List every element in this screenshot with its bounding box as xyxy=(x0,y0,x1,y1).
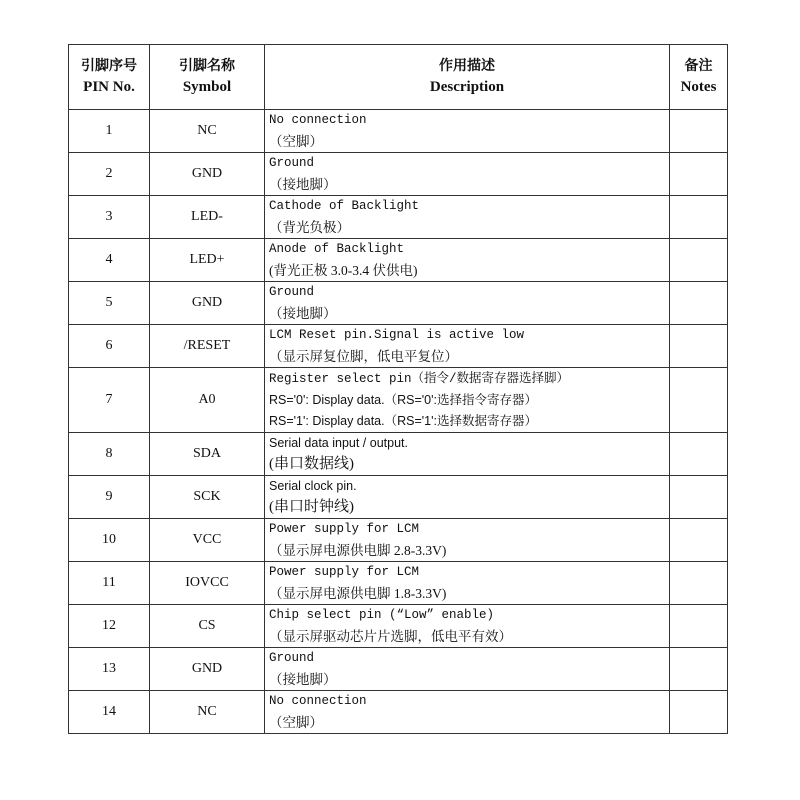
pin-symbol-cell: NC xyxy=(150,691,265,734)
table-row xyxy=(69,605,728,648)
description-line: No connection xyxy=(269,113,367,127)
table-row xyxy=(69,648,728,691)
description-line: RS='1': Display data.（RS='1':选择数据寄存器） xyxy=(269,413,537,428)
pin-symbol-cell: CS xyxy=(150,605,265,648)
table-row xyxy=(69,153,728,196)
pin-description-cell xyxy=(265,691,670,734)
description-line: Power supply for LCM xyxy=(269,522,420,536)
pin-description-cell xyxy=(265,325,670,368)
pin-description-cell xyxy=(265,562,670,605)
description-line: Serial clock pin. xyxy=(269,479,357,493)
pin-symbol-cell: /RESET xyxy=(150,325,265,368)
description-line: Cathode of Backlight xyxy=(269,199,420,213)
notes-cell xyxy=(670,519,728,562)
notes-header-cn: 备注 xyxy=(684,59,713,74)
description-line: No connection xyxy=(269,694,367,708)
symbol-header xyxy=(150,45,265,110)
table-row xyxy=(69,691,728,734)
pin-symbol-cell: LED+ xyxy=(150,239,265,282)
description-line: （空脚） xyxy=(269,715,323,730)
pin-symbol-cell: A0 xyxy=(150,368,265,433)
notes-cell xyxy=(670,110,728,153)
description-line: (串口数据线) xyxy=(269,456,354,472)
pin-number-header-en: PIN No. xyxy=(83,79,135,95)
pin-number-header-cn: 引脚序号 xyxy=(81,59,137,74)
description-line: RS='0': Display data.（RS='0':选择指令寄存器） xyxy=(269,392,537,407)
description-line: Ground xyxy=(269,285,315,299)
pin-number-cell: 4 xyxy=(69,239,150,282)
table-row xyxy=(69,519,728,562)
table-row xyxy=(69,196,728,239)
pin-description-cell xyxy=(265,605,670,648)
description-line: Register select pin（指令/数据寄存器选择脚） xyxy=(269,371,570,386)
pin-description-cell xyxy=(265,433,670,476)
pin-number-cell: 3 xyxy=(69,196,150,239)
description-line: （显示屏复位脚，低电平复位） xyxy=(269,349,458,364)
description-header-en: Description xyxy=(429,79,505,95)
table-row xyxy=(69,562,728,605)
pin-symbol-cell: GND xyxy=(150,282,265,325)
pin-number-cell: 10 xyxy=(69,519,150,562)
notes-cell xyxy=(670,325,728,368)
description-line: (串口时钟线) xyxy=(269,499,354,515)
table-row xyxy=(69,368,728,433)
description-line: （接地脚） xyxy=(269,672,337,687)
table-row xyxy=(69,239,728,282)
pin-number-cell: 11 xyxy=(69,562,150,605)
pin-description-cell xyxy=(265,519,670,562)
pin-symbol-cell: GND xyxy=(150,153,265,196)
description-line: （接地脚） xyxy=(269,306,337,321)
description-line: （显示屏驱动芯片片选脚，低电平有效） xyxy=(269,629,512,644)
pin-number-cell: 14 xyxy=(69,691,150,734)
symbol-header-en: Symbol xyxy=(182,79,232,95)
pin-definition-table xyxy=(68,44,728,734)
pin-number-cell: 6 xyxy=(69,325,150,368)
pin-symbol-cell: SCK xyxy=(150,476,265,519)
description-line: (背光正极 3.0-3.4 伏供电) xyxy=(269,263,418,278)
description-line: Anode of Backlight xyxy=(269,242,405,256)
description-line: Chip select pin (“Low” enable) xyxy=(269,608,495,622)
table-row xyxy=(69,282,728,325)
description-line: （显示屏电源供电脚 1.8-3.3V) xyxy=(269,586,447,601)
table-body xyxy=(69,110,728,734)
table-row xyxy=(69,476,728,519)
notes-cell xyxy=(670,153,728,196)
notes-cell xyxy=(670,196,728,239)
pin-symbol-cell: GND xyxy=(150,648,265,691)
pin-symbol-cell: IOVCC xyxy=(150,562,265,605)
pin-number-cell: 12 xyxy=(69,605,150,648)
description-line: （显示屏电源供电脚 2.8-3.3V) xyxy=(269,543,447,558)
pin-number-cell: 5 xyxy=(69,282,150,325)
table-header-row xyxy=(69,45,728,110)
pin-symbol-cell: SDA xyxy=(150,433,265,476)
pin-symbol-cell: NC xyxy=(150,110,265,153)
description-line: （空脚） xyxy=(269,134,323,149)
pin-description-cell xyxy=(265,476,670,519)
pin-number-header xyxy=(69,45,150,110)
description-line: Ground xyxy=(269,651,315,665)
description-line: Serial data input / output. xyxy=(269,436,408,450)
pin-symbol-cell: LED- xyxy=(150,196,265,239)
pin-description-cell xyxy=(265,110,670,153)
pin-number-cell: 2 xyxy=(69,153,150,196)
description-line: Ground xyxy=(269,156,315,170)
table-row xyxy=(69,325,728,368)
table-row xyxy=(69,433,728,476)
notes-header xyxy=(670,45,728,110)
pin-description-cell xyxy=(265,282,670,325)
notes-cell xyxy=(670,476,728,519)
notes-cell xyxy=(670,282,728,325)
pin-number-cell: 1 xyxy=(69,110,150,153)
notes-cell xyxy=(670,562,728,605)
pin-description-cell xyxy=(265,648,670,691)
notes-cell xyxy=(670,433,728,476)
description-line: （接地脚） xyxy=(269,177,337,192)
pin-symbol-cell: VCC xyxy=(150,519,265,562)
pin-number-cell: 9 xyxy=(69,476,150,519)
notes-header-en: Notes xyxy=(680,79,717,95)
symbol-header-cn: 引脚名称 xyxy=(179,59,235,74)
notes-cell xyxy=(670,368,728,433)
pin-description-cell xyxy=(265,153,670,196)
description-header-cn: 作用描述 xyxy=(439,59,495,74)
notes-cell xyxy=(670,605,728,648)
notes-cell xyxy=(670,239,728,282)
pin-number-cell: 13 xyxy=(69,648,150,691)
pin-description-cell xyxy=(265,239,670,282)
pin-number-cell: 8 xyxy=(69,433,150,476)
table-row xyxy=(69,110,728,153)
description-line: Power supply for LCM xyxy=(269,565,420,579)
pin-description-cell xyxy=(265,196,670,239)
description-header xyxy=(265,45,670,110)
pin-description-cell xyxy=(265,368,670,433)
notes-cell xyxy=(670,648,728,691)
notes-cell xyxy=(670,691,728,734)
pin-number-cell: 7 xyxy=(69,368,150,433)
description-line: LCM Reset pin.Signal is active low xyxy=(269,328,525,342)
description-line: （背光负极） xyxy=(269,220,350,235)
